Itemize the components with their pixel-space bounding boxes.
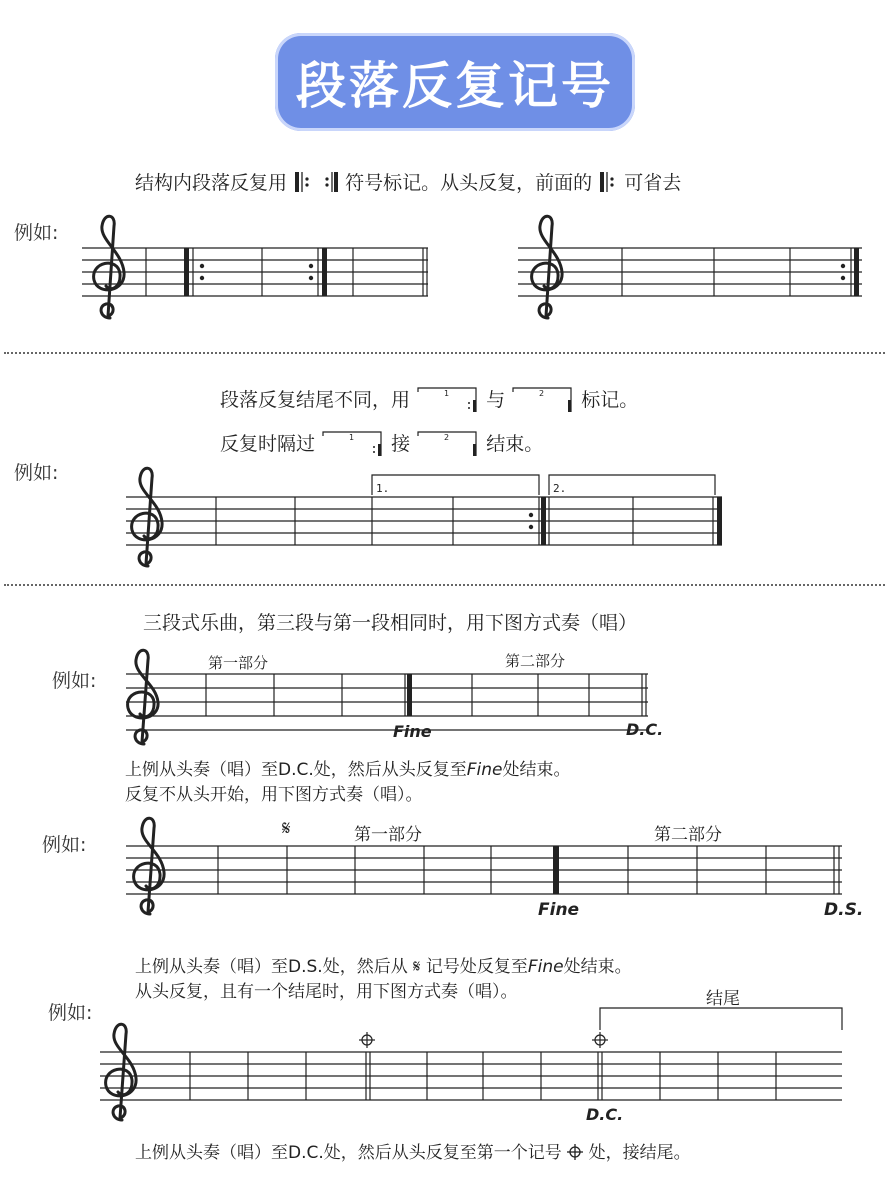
staff-a [82,248,428,296]
svg-text:1: 1 [349,433,355,442]
part1-label: 第一部分 [208,654,269,672]
text-fragment: 处结束。 [563,957,632,977]
svg-text:2: 2 [444,433,450,442]
dc-label: D.C. [586,1105,624,1124]
text-fragment: 与 [486,389,506,411]
section3-intro: 三段式乐曲，第三段与第一段相同时，用下图方式奏（唱） [143,612,638,634]
fine-label: Fine [393,722,432,741]
text-fragment: 结构内段落反复用 [135,172,288,194]
staff-e [126,846,842,894]
volta-2-label: 2. [553,482,567,495]
fine-term: Fine [527,957,564,977]
text-fragment: 处结束。 [502,760,571,780]
example-label: 例如: [14,462,59,484]
fine-term: Fine [466,760,503,780]
dc-label: D.C. [626,720,664,739]
text-fragment: 接 [391,433,411,455]
svg-text:1: 1 [444,389,450,398]
text-fragment: 标记。 [581,389,639,411]
ds-label: D.S. [824,900,864,920]
section3-explain2: 反复不从头开始，用下图方式奏（唱）。 [125,785,423,805]
part1-label: 第一部分 [354,825,422,845]
example-label: 例如: [14,222,59,244]
example-label: 例如: [48,1002,93,1024]
example-label: 例如: [52,670,97,692]
text-fragment: 反复时隔过 [220,433,316,455]
text-fragment: 符号标记。从头反复，前面的 [345,172,593,194]
text-fragment: 上例从头奏（唱）至D.S.处，然后从 [135,957,408,977]
segno-icon: 𝄋 [413,957,421,977]
volta-1-label: 1. [376,482,390,495]
staff-c [126,475,722,545]
text-fragment: 处，接结尾。 [588,1143,691,1163]
coda-label: 结尾 [706,989,740,1009]
text-fragment: 上例从头奏（唱）至D.C.处，然后从头反复至 [125,760,467,780]
text-fragment: 上例从头奏（唱）至D.C.处，然后从头反复至第一个记号 [135,1143,562,1163]
staff-b [518,248,862,296]
section4-explain2: 从头反复，且有一个结尾时，用下图方式奏（唱）。 [135,982,518,1002]
staff-f [100,1008,842,1100]
segno-icon: 𝄋 [282,816,291,840]
example-label: 例如: [42,834,87,856]
page-title: 段落反复记号 [296,57,614,115]
text-fragment: 段落反复结尾不同，用 [220,389,411,411]
text-fragment: 结束。 [486,433,544,455]
fine-label: Fine [538,900,580,920]
text-fragment: 可省去 [624,172,682,194]
staff-d [126,674,648,730]
text-fragment: 记号处反复至 [425,957,528,977]
part2-label: 第二部分 [654,825,722,845]
svg-text:2: 2 [539,389,545,398]
treble-clef-icons [94,216,562,1120]
part2-label: 第二部分 [505,652,566,670]
